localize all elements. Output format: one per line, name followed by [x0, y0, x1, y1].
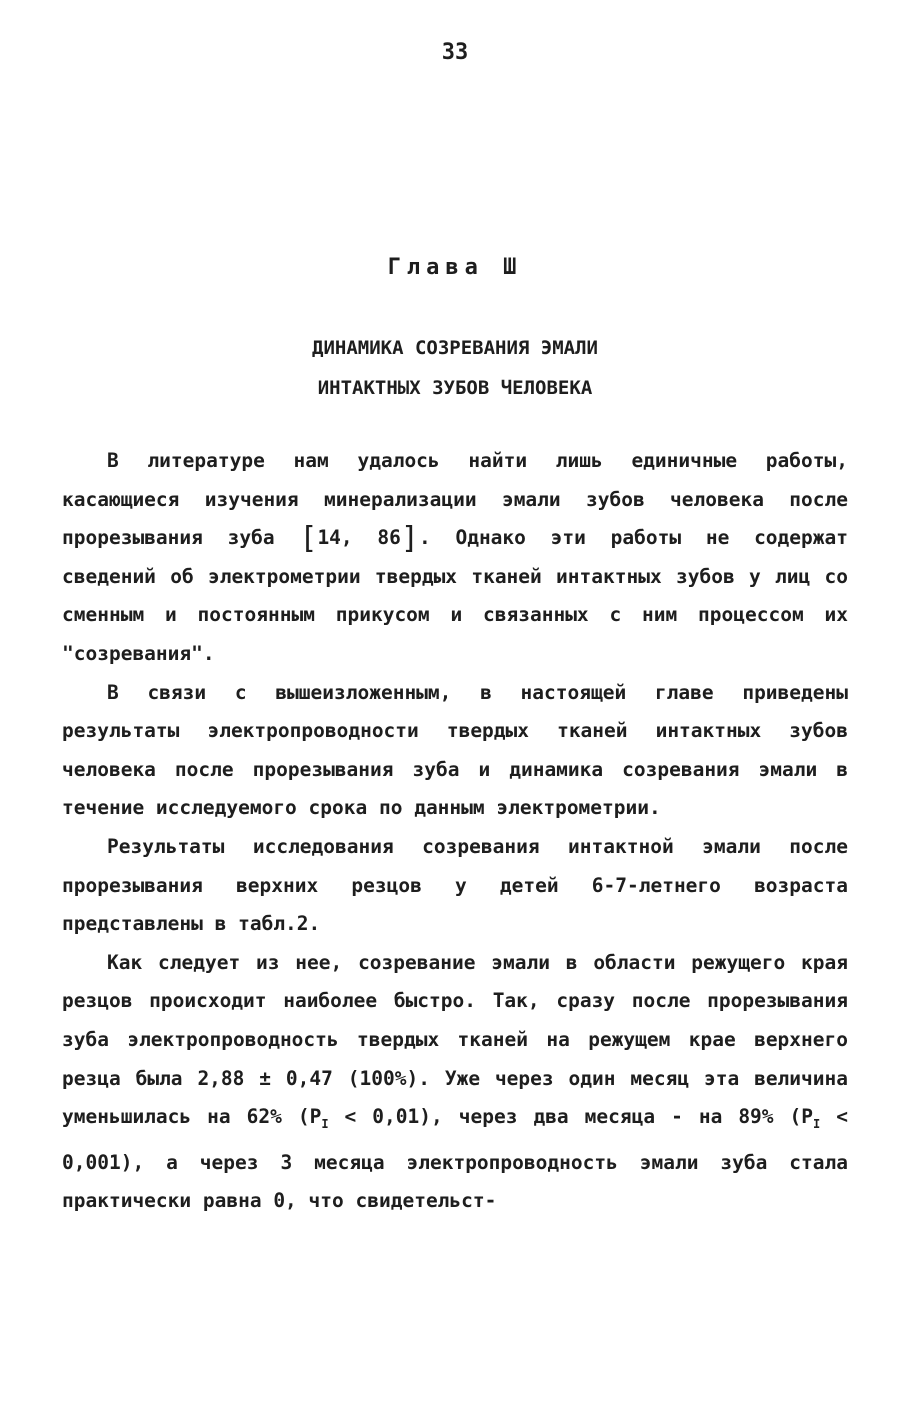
paragraph-4-text-c: < 0,001), а через 3 месяца электропроводность эмали зуба стала практически равна 0, что свидетельст- — [62, 1105, 849, 1213]
paragraph-4 — [62, 944, 848, 1221]
chapter-label: Глава Ш — [387, 255, 523, 280]
paragraph-1 — [62, 442, 848, 674]
paragraph-1-text-b: . Однако эти работы не содержат сведений об электрометрии твердых тканей интактных зубов у лиц со сменным и постоянным прикусом и связанных с ним процессом их "созревания". — [62, 526, 848, 665]
paragraph-3: Результаты исследования созревания интактной эмали после прорезывания верхних резцов у детей 6-7-летнего возраста представлены в табл.2. — [62, 834, 848, 936]
chapter-title-line-2: ИНТАКТНЫХ ЗУБОВ ЧЕЛОВЕКА — [317, 377, 593, 399]
paragraph-4-text-a: Как следует из нее, созревание эмали в области режущего края резцов происходит наиболее быстро. Так, сразу после прорезывания зуба электропроводность твердых тканей на режущем крае верхнего резца была 2,88 ± 0,47 (100%). Уже через один месяц эта величина уменьшилась на 62% (P — [62, 950, 848, 1129]
reference-numbers: 14, 86 — [317, 526, 401, 550]
chapter-title-line-1: ДИНАМИКА СОЗРЕВАНИЯ ЭМАЛИ — [312, 337, 598, 359]
reference-bracket-open: [ — [299, 521, 318, 557]
subscript-1: I — [321, 1117, 329, 1132]
reference-bracket-close: ] — [400, 521, 419, 557]
chapter-title — [0, 328, 910, 408]
paragraph-1-text-a: В литературе нам удалось найти лишь единичные работы, касающиеся изучения минерализации эмали зубов человека после прорезывания зуба — [62, 449, 848, 550]
page-number: 33 — [441, 40, 469, 65]
subscript-2: I — [813, 1117, 821, 1132]
paragraph-2: В связи с вышеизложенным, в настоящей главе приведены результаты электропроводности твердых тканей интактных зубов человека после прорезывания зуба и динамика созревания эмали в течение исследуемого срока по данным электрометрии. — [62, 680, 848, 820]
body-text — [62, 442, 848, 1221]
paragraph-4-text-b: < 0,01), через два месяца - на 89% (P — [328, 1105, 814, 1129]
